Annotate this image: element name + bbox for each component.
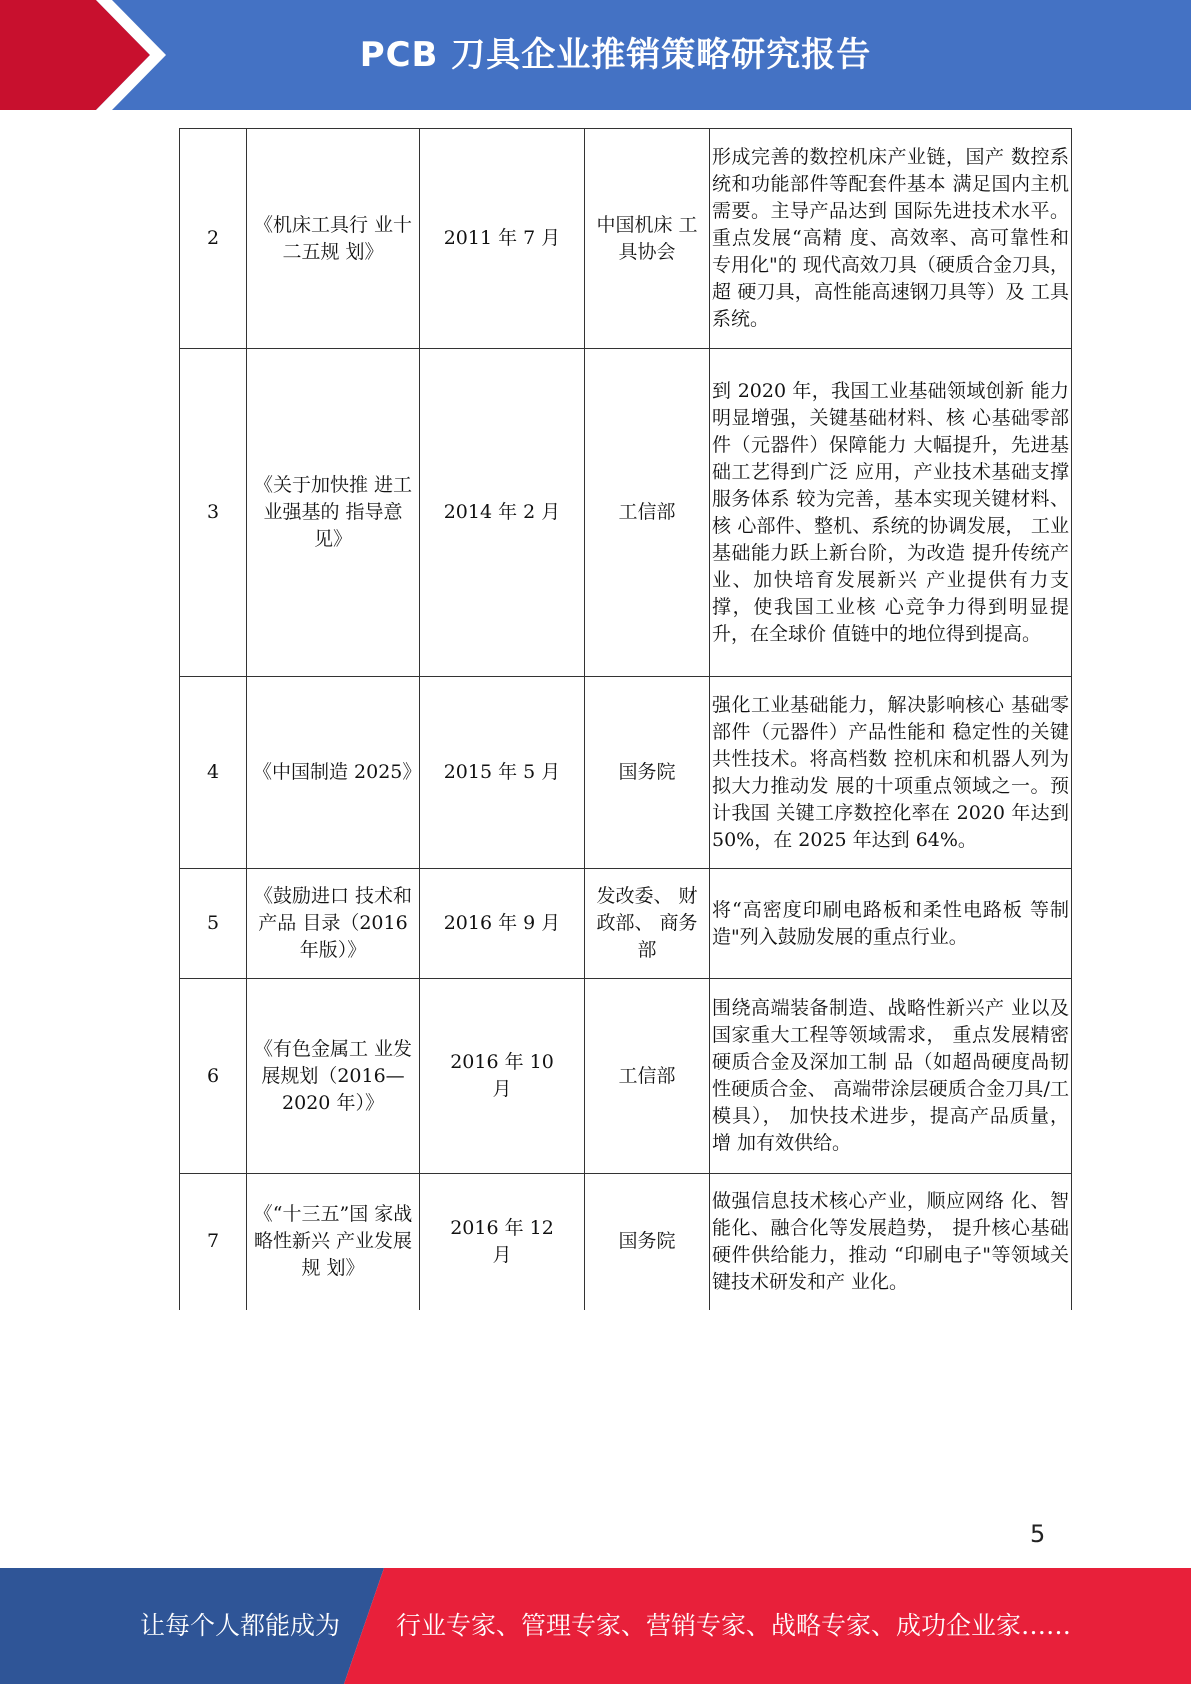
report-title: PCB 刀具企业推销策略研究报告 xyxy=(359,35,872,75)
table-row xyxy=(180,677,1072,869)
table-row xyxy=(180,129,1072,349)
policy-table xyxy=(179,128,1072,1310)
row-number: 7 xyxy=(180,1174,247,1310)
page-header xyxy=(0,0,1191,110)
footer-slogan-right: 行业专家、管理专家、营销专家、战略专家、成功企业家…… xyxy=(396,1611,1072,1640)
policy-name: 《中国制造 2025》 xyxy=(247,677,420,869)
policy-name: 《“十三五”国 家战略性新兴 产业发展规 划》 xyxy=(247,1174,420,1310)
policy-content: 围绕高端装备制造、战略性新兴产 业以及国家重大工程等领域需求， 重点发展精密硬质合金及深加工制 品（如超咼硬度咼韧性硬质合金、 高端带涂层硬质合金刀具/工模具）， 加快技术进步，提高产品质量，增 加有效供给。 xyxy=(710,979,1072,1174)
policy-content: 强化工业基础能力，解决影响核心 基础零部件（元器件）产品性能和 稳定性的关键共性技术。将高档数 控机床和机器人列为拟大力推动发 展的十项重点领域之一。预计我国 关键工序数控化率在 2020 年达到 50%，在 2025 年达到 64%。 xyxy=(710,677,1072,869)
issuing-organization: 发改委、 财政部、 商务部 xyxy=(585,869,710,979)
policy-content: 形成完善的数控机床产业链，国产 数控系统和功能部件等配套件基本 满足国内主机需要。主导产品达到 国际先进技术水平。重点发展“高精 度、高效率、高可靠性和专用化"的 现代高效刀具（硬质合金刀具，超 硬刀具，高性能高速钢刀具等）及 工具系统。 xyxy=(710,129,1072,349)
row-number: 3 xyxy=(180,349,247,677)
page-footer xyxy=(0,1568,1191,1684)
policy-name: 《机床工具行 业十二五规 划》 xyxy=(247,129,420,349)
policy-name: 《关于加快推 进工业强基的 指导意见》 xyxy=(247,349,420,677)
issue-date: 2014 年 2 月 xyxy=(420,349,585,677)
table-row xyxy=(180,349,1072,677)
issue-date: 2015 年 5 月 xyxy=(420,677,585,869)
policy-content: 到 2020 年，我国工业基础领域创新 能力明显增强，关键基础材料、核 心基础零部件（元器件）保障能力 大幅提升，先进基础工艺得到广泛 应用，产业技术基础支撑服务体系 较为完善，基本实现关键材料、核 心部件、整机、系统的协调发展， 工业基础能力跃上新台阶，为改造 提升传统产业、加快培育发展新兴 产业提供有力支撑，使我国工业核 心竞争力得到明显提升，在全球价 值链中的地位得到提高。 xyxy=(710,349,1072,677)
issue-date: 2016 年 12 月 xyxy=(420,1174,585,1310)
table-row xyxy=(180,979,1072,1174)
table-row xyxy=(180,1174,1072,1310)
row-number: 4 xyxy=(180,677,247,869)
policy-content: 将“高密度印刷电路板和柔性电路板 等制造"列入鼓励发展的重点行业。 xyxy=(710,869,1072,979)
issuing-organization: 工信部 xyxy=(585,349,710,677)
issuing-organization: 工信部 xyxy=(585,979,710,1174)
issuing-organization: 国务院 xyxy=(585,677,710,869)
page-number: 5 xyxy=(1030,1520,1046,1548)
footer-slogan-left: 让每个人都能成为 xyxy=(140,1611,341,1640)
issuing-organization: 国务院 xyxy=(585,1174,710,1310)
issue-date: 2016 年 10 月 xyxy=(420,979,585,1174)
row-number: 6 xyxy=(180,979,247,1174)
policy-name: 《鼓励进口 技术和产品 目录（2016 年版）》 xyxy=(247,869,420,979)
issue-date: 2016 年 9 月 xyxy=(420,869,585,979)
table-row xyxy=(180,869,1072,979)
policy-name: 《有色金属工 业发展规划（2016—2020 年）》 xyxy=(247,979,420,1174)
issuing-organization: 中国机床 工具协会 xyxy=(585,129,710,349)
policy-content: 做强信息技术核心产业，顺应网络 化、智能化、融合化等发展趋势， 提升核心基础硬件供给能力，推动 “印刷电子"等领域关键技术研发和产 业化。 xyxy=(710,1174,1072,1310)
issue-date: 2011 年 7 月 xyxy=(420,129,585,349)
row-number: 5 xyxy=(180,869,247,979)
row-number: 2 xyxy=(180,129,247,349)
